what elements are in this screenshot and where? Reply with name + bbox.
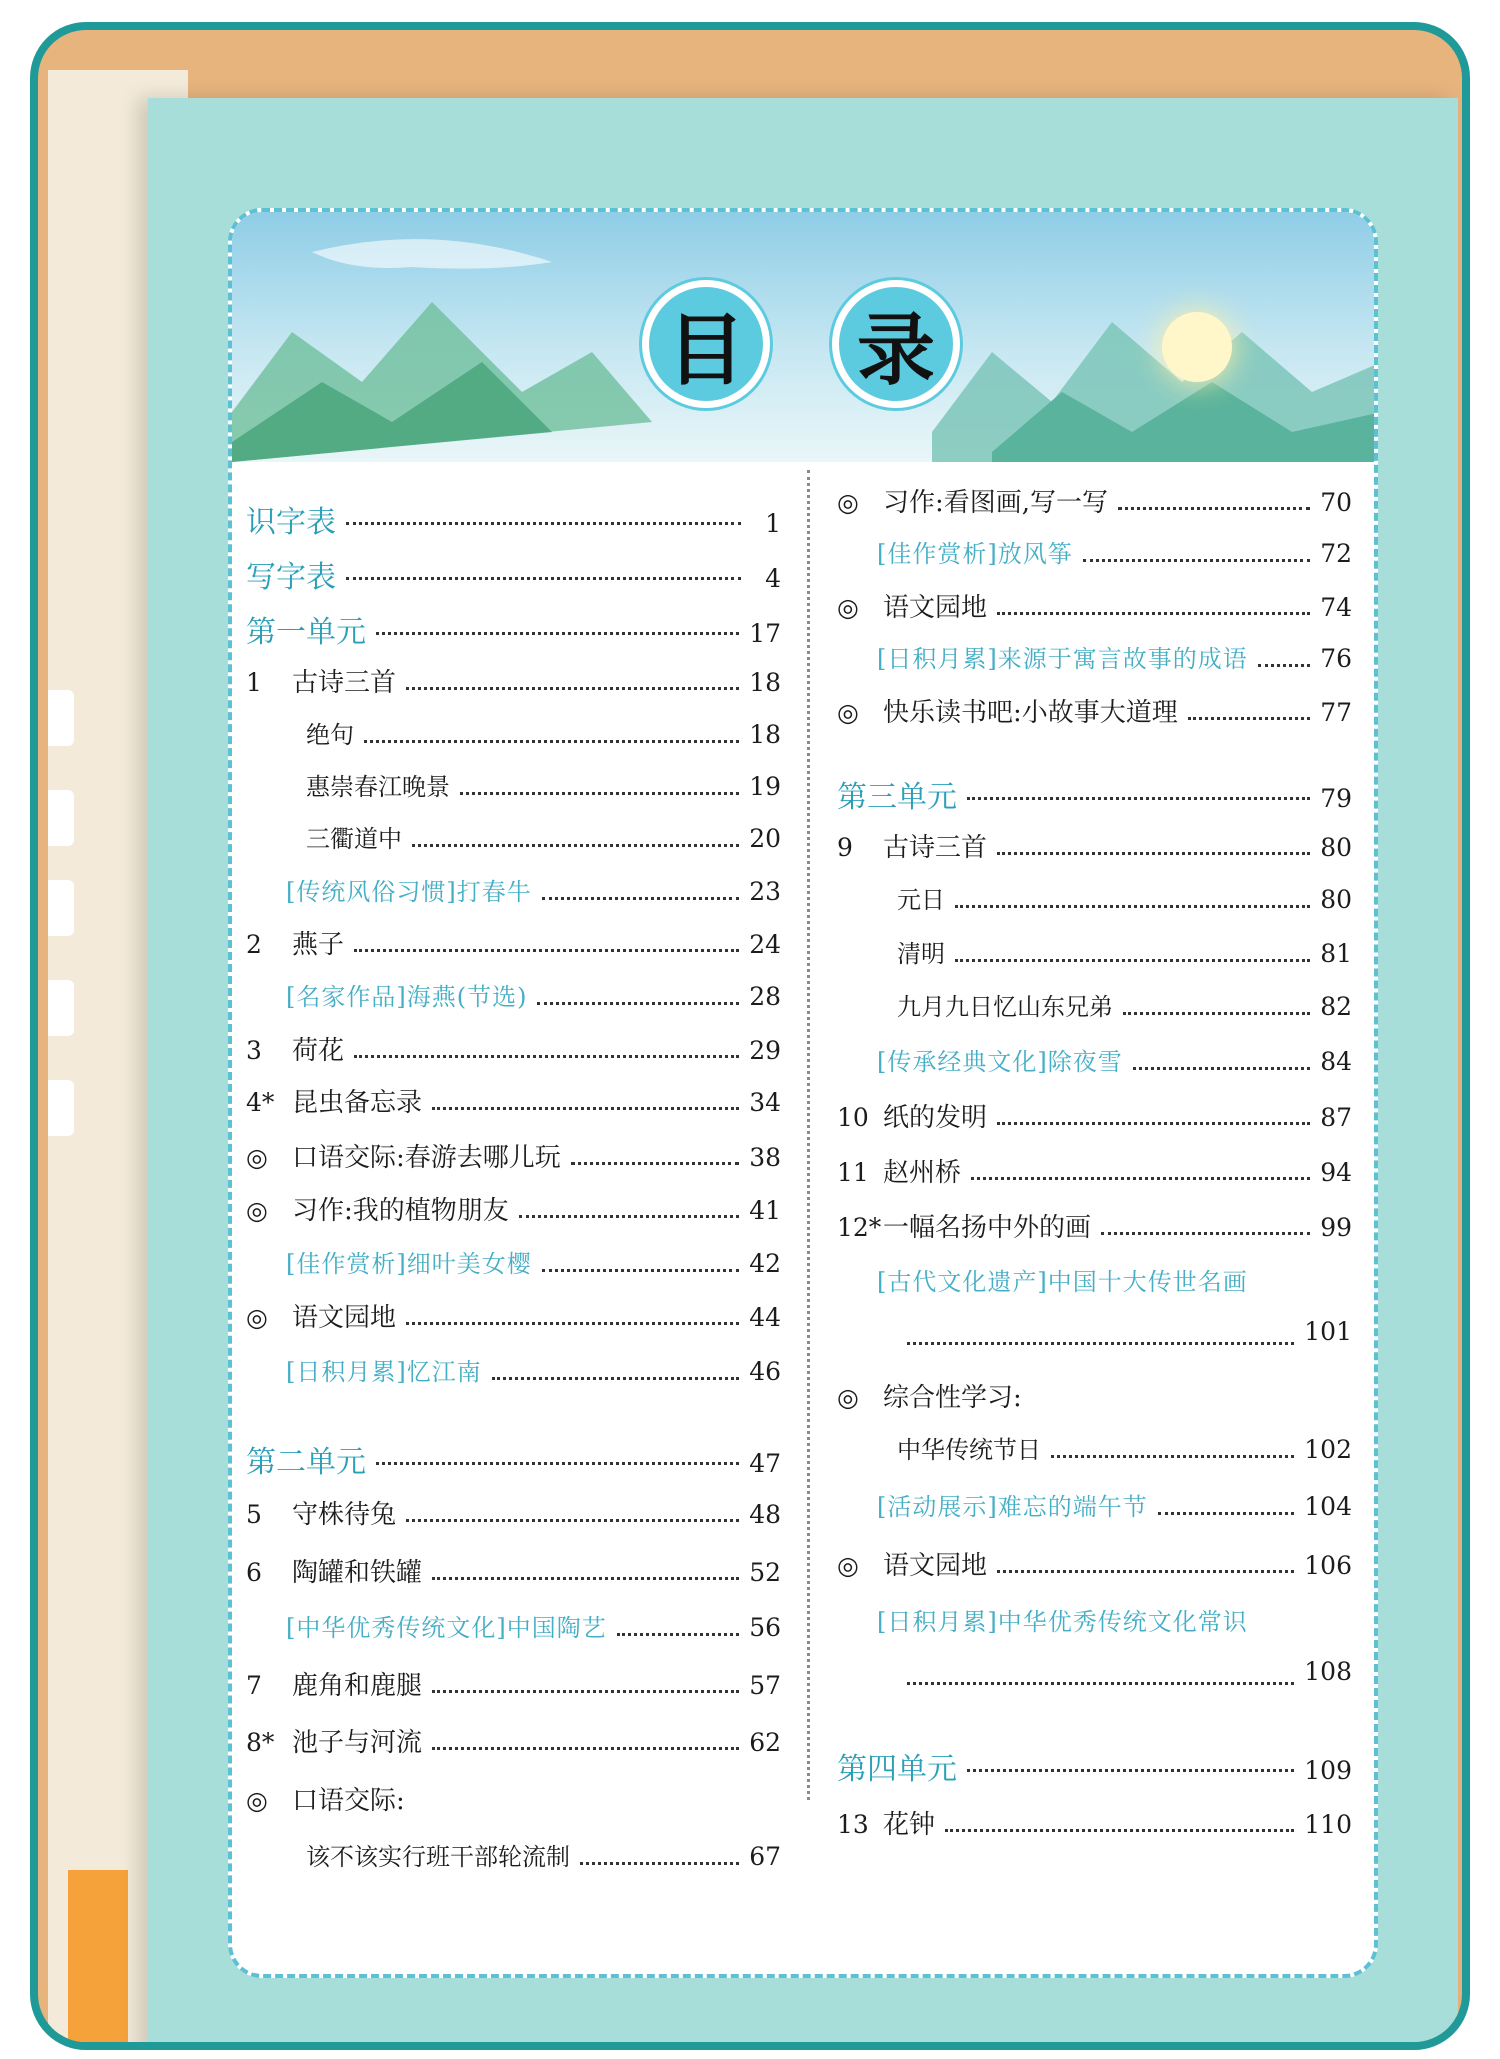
toc-entry-title: 语文园地	[883, 593, 988, 623]
toc-entry[interactable]	[877, 534, 1352, 574]
toc-entry[interactable]	[897, 1317, 1352, 1357]
toc-entry-number: 12*	[837, 1213, 882, 1242]
toc-entry-number: 2	[246, 930, 262, 959]
toc-page-number: 62	[749, 1728, 781, 1757]
toc-entry-number: 13	[837, 1810, 869, 1839]
toc-page-number: 109	[1304, 1756, 1352, 1785]
toc-page-number: 79	[1320, 784, 1352, 813]
toc-entry[interactable]	[246, 552, 781, 595]
toc-entry-title: [中华优秀传统文化]中国陶艺	[286, 1614, 607, 1642]
dot-leader	[376, 632, 739, 635]
toc-page-number: 48	[749, 1500, 781, 1529]
toc-page-number: 47	[749, 1449, 781, 1478]
toc-entry-title: 九月九日忆山东兄弟	[897, 993, 1113, 1021]
toc-page-number: 82	[1320, 992, 1352, 1021]
toc-page-number: 44	[749, 1303, 781, 1332]
dot-leader	[1188, 717, 1310, 720]
dot-leader	[580, 1862, 739, 1865]
toc-page-number: 17	[749, 619, 781, 648]
toc-entry[interactable]	[246, 1137, 781, 1177]
toc-page-number: 46	[749, 1357, 781, 1386]
toc-entry[interactable]	[246, 1190, 781, 1230]
dot-leader	[406, 1519, 739, 1522]
dot-leader	[346, 577, 741, 580]
toc-entry-title: 第一单元	[246, 615, 366, 650]
toc-entry[interactable]	[837, 1097, 1352, 1137]
toc-entry-title: 三衢道中	[306, 825, 402, 853]
dot-leader	[492, 1377, 739, 1380]
toc-entry-title: 池子与河流	[292, 1728, 423, 1758]
toc-entry-title: 习作:我的植物朋友	[292, 1196, 509, 1226]
toc-entry[interactable]	[246, 1552, 781, 1592]
toc-entry[interactable]	[837, 827, 1352, 867]
dot-leader	[432, 1107, 739, 1110]
toc-page-number: 56	[749, 1613, 781, 1642]
dot-leader	[945, 1829, 1294, 1832]
dot-leader	[354, 1055, 739, 1058]
page-tab	[48, 980, 74, 1036]
toc-page-number: 18	[749, 720, 781, 749]
toc-entry-title: 陶罐和铁罐	[292, 1558, 423, 1588]
toc-entry[interactable]	[877, 639, 1352, 679]
toc-page-number: 104	[1304, 1492, 1352, 1521]
toc-entry[interactable]	[897, 987, 1352, 1027]
toc-page-number: 19	[749, 772, 781, 801]
toc-entry-number: 4*	[246, 1088, 275, 1117]
toc-entry[interactable]	[877, 1602, 1352, 1642]
toc-entry-number: 7	[246, 1671, 262, 1700]
toc-entry[interactable]	[837, 1744, 1352, 1787]
toc-page-number: 70	[1320, 488, 1352, 517]
dot-leader	[542, 1269, 739, 1272]
page-tab	[48, 1080, 74, 1136]
toc-entry-title: 昆虫备忘录	[292, 1088, 423, 1118]
toc-page-number: 1	[765, 509, 781, 538]
toc-entry-title: 习作:看图画,写一写	[883, 488, 1109, 518]
toc-entry[interactable]	[246, 1030, 781, 1070]
toc-entry-title: 口语交际:	[292, 1786, 405, 1816]
toc-entry[interactable]	[246, 1665, 781, 1705]
toc-entry-title: 守株待兔	[292, 1500, 397, 1530]
toc-entry[interactable]	[897, 934, 1352, 974]
toc-entry-number: ◎	[246, 1303, 268, 1332]
toc-entry-title: 纸的发明	[883, 1103, 988, 1133]
toc-page-number: 18	[749, 668, 781, 697]
dot-leader	[907, 1342, 1294, 1345]
toc-entry[interactable]	[246, 1082, 781, 1122]
toc-entry[interactable]	[306, 715, 781, 755]
toc-entry[interactable]	[837, 1545, 1352, 1585]
toc-entry-number: 5	[246, 1500, 262, 1529]
dot-leader	[967, 1769, 1294, 1772]
toc-entry-number: ◎	[246, 1196, 268, 1225]
toc-page-number: 28	[749, 982, 781, 1011]
toc-entry-number: 11	[837, 1158, 869, 1187]
toc-entry-title: 绝句	[306, 721, 354, 749]
dot-leader	[907, 1682, 1294, 1685]
toc-page-number: 52	[749, 1558, 781, 1587]
dot-leader	[571, 1162, 739, 1165]
dot-leader	[542, 897, 739, 900]
toc-page-number: 101	[1304, 1317, 1352, 1346]
decorative-bar	[68, 1870, 128, 2050]
dot-leader	[1118, 507, 1310, 510]
dot-leader	[1051, 1455, 1294, 1458]
column-divider	[807, 470, 810, 1800]
toc-entry-number: 1	[246, 668, 262, 697]
toc-entry-title: [传统风俗习惯]打春牛	[286, 878, 532, 906]
dot-leader	[997, 612, 1310, 615]
landscape-banner	[232, 212, 1374, 462]
dot-leader	[955, 905, 1310, 908]
toc-entry[interactable]	[286, 1244, 781, 1284]
toc-entry-title: [传承经典文化]除夜雪	[877, 1048, 1123, 1076]
toc-entry-title: 鹿角和鹿腿	[292, 1671, 423, 1701]
dot-leader	[967, 797, 1310, 800]
dot-leader	[1133, 1067, 1310, 1070]
toc-entry-number: 6	[246, 1558, 262, 1587]
toc-entry-title: [日积月累]中华优秀传统文化常识	[877, 1608, 1248, 1636]
toc-entry-title: 第二单元	[246, 1445, 366, 1480]
toc-page-number: 102	[1304, 1435, 1352, 1464]
toc-entry-title: 写字表	[246, 560, 336, 595]
toc-entry-number: ◎	[837, 488, 859, 517]
toc-entry-number: ◎	[246, 1786, 268, 1815]
toc-page-number: 57	[749, 1671, 781, 1700]
toc-entry-title: [日积月累]来源于寓言故事的成语	[877, 645, 1248, 673]
toc-entry[interactable]	[246, 497, 781, 540]
dot-leader	[997, 852, 1310, 855]
toc-entry[interactable]	[246, 1437, 781, 1480]
toc-page-number: 74	[1320, 593, 1352, 622]
toc-entry-title: 惠崇春江晚景	[306, 773, 450, 801]
toc-entry-number: ◎	[837, 593, 859, 622]
toc-entry-title: 清明	[897, 940, 945, 968]
toc-page-number: 80	[1320, 885, 1352, 914]
toc-entry[interactable]	[877, 1487, 1352, 1527]
toc-page-number: 80	[1320, 833, 1352, 862]
toc-entry-title: [古代文化遗产]中国十大传世名画	[877, 1268, 1248, 1296]
toc-page-number: 81	[1320, 939, 1352, 968]
dot-leader	[617, 1633, 739, 1636]
dot-leader	[1101, 1232, 1310, 1235]
dot-leader	[432, 1690, 739, 1693]
book-page	[148, 98, 1458, 2050]
toc-entry[interactable]	[246, 607, 781, 650]
toc-entry-title: 第四单元	[837, 1752, 957, 1787]
toc-entry-number: ◎	[837, 698, 859, 727]
toc-entry[interactable]	[837, 1152, 1352, 1192]
title-char-2: 录	[832, 280, 960, 408]
toc-entry-number: 9	[837, 833, 853, 862]
toc-page-number: 77	[1320, 698, 1352, 727]
toc-entry[interactable]	[837, 692, 1352, 732]
toc-entry-title: 中华传统节日	[897, 1436, 1041, 1464]
toc-entry[interactable]	[837, 1804, 1352, 1844]
toc-page-number: 42	[749, 1249, 781, 1278]
toc-entry[interactable]	[837, 1207, 1352, 1247]
dot-leader	[1083, 559, 1310, 562]
toc-entry-title: 古诗三首	[292, 668, 397, 698]
toc-page-number: 23	[749, 877, 781, 906]
toc-entry[interactable]	[897, 880, 1352, 920]
toc-entry[interactable]	[306, 767, 781, 807]
toc-entry-title: 该不该实行班干部轮流制	[306, 1843, 570, 1871]
toc-entry-title: [日积月累]忆江南	[286, 1358, 482, 1386]
toc-entry[interactable]	[877, 1262, 1352, 1302]
dot-leader	[364, 740, 739, 743]
toc-entry-title: 语文园地	[292, 1303, 397, 1333]
toc-entry[interactable]	[837, 482, 1352, 522]
dot-leader	[346, 522, 741, 525]
toc-entry-title: 赵州桥	[883, 1158, 962, 1188]
dot-leader	[955, 959, 1310, 962]
dot-leader	[412, 844, 739, 847]
toc-page-number: 20	[749, 824, 781, 853]
dot-leader	[460, 792, 739, 795]
toc-entry[interactable]	[286, 872, 781, 912]
toc-entry-title: [活动展示]难忘的端午节	[877, 1493, 1148, 1521]
toc-page-number: 108	[1304, 1657, 1352, 1686]
toc-entry[interactable]	[246, 1780, 781, 1820]
dot-leader	[432, 1747, 739, 1750]
dot-leader	[1258, 664, 1310, 667]
toc-page-number: 99	[1320, 1213, 1352, 1242]
toc-entry-title: 燕子	[292, 930, 345, 960]
toc-page-number: 29	[749, 1036, 781, 1065]
dot-leader	[354, 949, 739, 952]
toc-entry-title: 荷花	[292, 1036, 345, 1066]
dot-leader	[519, 1215, 739, 1218]
toc-entry-title: 口语交际:春游去哪儿玩	[292, 1143, 561, 1173]
toc-entry-title: 快乐读书吧:小故事大道理	[883, 698, 1178, 728]
toc-entry[interactable]	[897, 1430, 1352, 1470]
toc-panel	[228, 208, 1378, 1978]
toc-entry-title: 花钟	[883, 1810, 936, 1840]
toc-page-number: 41	[749, 1196, 781, 1225]
toc-entry[interactable]	[246, 1297, 781, 1337]
toc-page-number: 106	[1304, 1551, 1352, 1580]
photo-frame	[30, 22, 1470, 2050]
toc-page-number: 34	[749, 1088, 781, 1117]
toc-entry-number: ◎	[837, 1551, 859, 1580]
toc-entry-title: [佳作赏析]放风筝	[877, 540, 1073, 568]
dot-leader	[1158, 1512, 1295, 1515]
dot-leader	[971, 1177, 1310, 1180]
toc-page-number: 67	[749, 1842, 781, 1871]
toc-entry-title: 一幅名扬中外的画	[883, 1213, 1092, 1243]
toc-entry-number: ◎	[837, 1383, 859, 1412]
toc-entry-title: 第三单元	[837, 780, 957, 815]
dot-leader	[537, 1002, 739, 1005]
toc-entry-title: 元日	[897, 886, 945, 914]
toc-page-number: 4	[765, 564, 781, 593]
toc-entry-number: 8*	[246, 1728, 275, 1757]
dot-leader	[997, 1122, 1310, 1125]
toc-entry[interactable]	[246, 1722, 781, 1762]
dot-leader	[997, 1570, 1294, 1573]
toc-entry[interactable]	[286, 977, 781, 1017]
toc-page-number: 94	[1320, 1158, 1352, 1187]
toc-entry-title: 古诗三首	[883, 833, 988, 863]
dot-leader	[406, 1322, 739, 1325]
toc-entry[interactable]	[286, 1352, 781, 1392]
toc-entry[interactable]	[306, 1837, 781, 1877]
toc-entry[interactable]	[837, 587, 1352, 627]
toc-entry-title: 综合性学习:	[883, 1383, 1022, 1413]
toc-entry-title: 语文园地	[883, 1551, 988, 1581]
toc-page-number: 84	[1320, 1047, 1352, 1076]
dot-leader	[1123, 1012, 1310, 1015]
toc-entry-title: [佳作赏析]细叶美女樱	[286, 1250, 532, 1278]
page-tab	[48, 790, 74, 846]
sun-illustration	[1162, 312, 1232, 382]
toc-page-number: 38	[749, 1143, 781, 1172]
toc-page-number: 24	[749, 930, 781, 959]
toc-entry[interactable]	[877, 1042, 1352, 1082]
toc-entry[interactable]	[246, 1494, 781, 1534]
toc-entry-number: ◎	[246, 1143, 268, 1172]
dot-leader	[376, 1462, 739, 1465]
toc-entry[interactable]	[246, 662, 781, 702]
dot-leader	[406, 687, 739, 690]
toc-entry-number: 10	[837, 1103, 869, 1132]
toc-page-number: 87	[1320, 1103, 1352, 1132]
toc-entry[interactable]	[837, 1377, 1352, 1417]
toc-entry[interactable]	[306, 819, 781, 859]
toc-page-number: 110	[1304, 1810, 1352, 1839]
toc-entry[interactable]	[246, 924, 781, 964]
dot-leader	[432, 1577, 739, 1580]
toc-page-number: 76	[1320, 644, 1352, 673]
page-tab	[48, 690, 74, 746]
toc-entry-number: 3	[246, 1036, 262, 1065]
title-char-1: 目	[642, 280, 770, 408]
toc-entry-title: [名家作品]海燕(节选)	[286, 983, 528, 1011]
page-tab	[48, 880, 74, 936]
toc-entry[interactable]	[286, 1608, 781, 1648]
toc-page-number: 72	[1320, 539, 1352, 568]
toc-entry-title: 识字表	[246, 505, 336, 540]
toc-entry[interactable]	[897, 1657, 1352, 1697]
toc-entry[interactable]	[837, 772, 1352, 815]
